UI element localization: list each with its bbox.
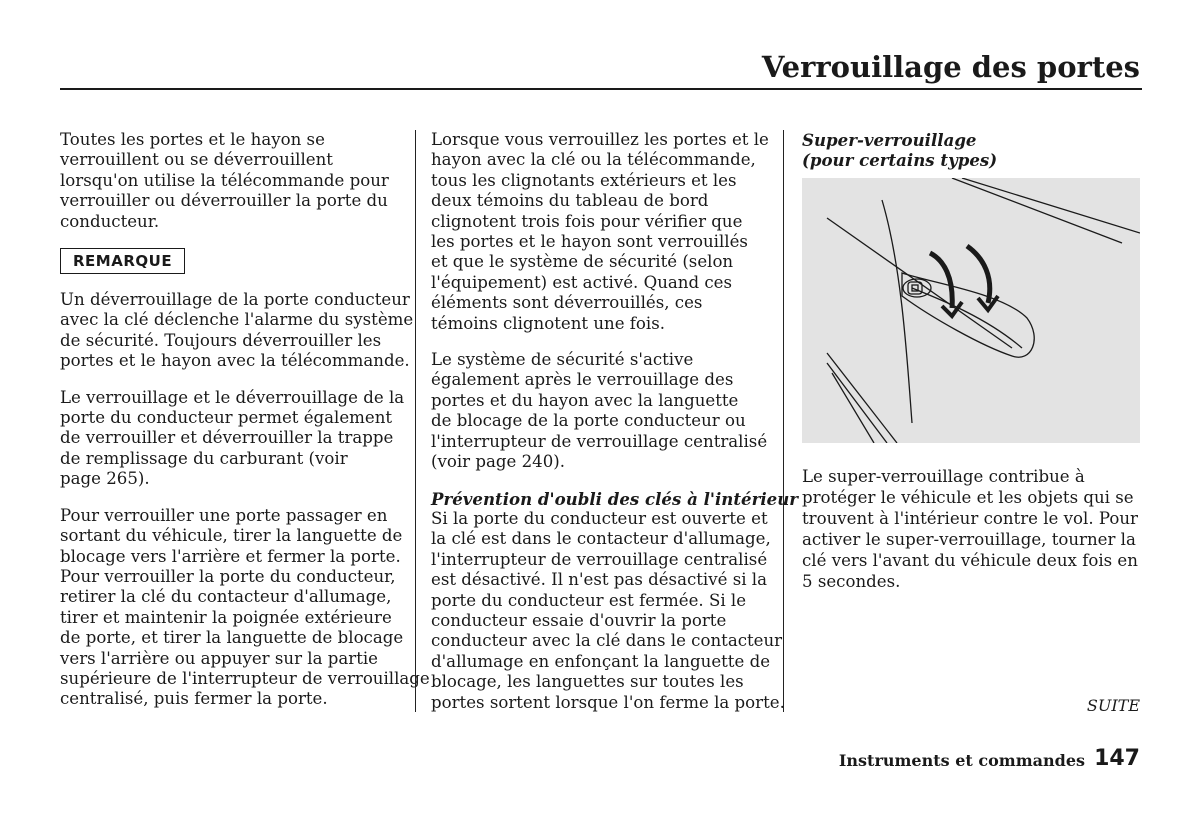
subheading-super-lock: Super-verrouillage	[802, 130, 977, 150]
text-line: hayon avec la clé ou la télécommande,	[431, 150, 756, 170]
text-line: Le système de sécurité s'active	[431, 350, 694, 370]
text-line: témoins clignotent une fois.	[431, 313, 666, 333]
text-line: de porte, et tirer la languette de blocage	[60, 628, 404, 648]
column-2	[431, 130, 798, 729]
title-rule	[60, 88, 1142, 90]
remarque-badge: REMARQUE	[60, 248, 185, 274]
text-line: l'interrupteur de verrouillage centralisé	[431, 549, 768, 569]
text-line: clé vers l'avant du véhicule deux fois en	[802, 551, 1138, 570]
text-line: verrouillent ou se déverrouillent	[60, 150, 333, 170]
text-line: trouvent à l'intérieur contre le vol. Pour	[802, 509, 1138, 528]
text-line: Pour verrouiller la porte du conducteur,	[60, 566, 396, 586]
text-line: conducteur avec la clé dans le contacteur	[431, 631, 783, 651]
text-line: deux témoins du tableau de bord	[431, 191, 709, 211]
text-line: Un déverrouillage de la porte conducteur	[60, 290, 410, 310]
text-line: conducteur essaie d'ouvrir la porte	[431, 610, 727, 630]
text-line: d'allumage en enfonçant la languette de	[431, 651, 771, 671]
text-line: de verrouiller et déverrouiller la trappe	[60, 428, 394, 448]
paragraph-fuel-door	[60, 387, 405, 490]
text-line: blocage vers l'arrière et fermer la porte.	[60, 546, 401, 566]
text-line: page 265).	[60, 469, 150, 489]
text-line: l'équipement) est activé. Quand ces	[431, 272, 732, 292]
text-line: Lorsque vous verrouillez les portes et le	[431, 130, 769, 149]
text-line: blocage, les languettes sur toutes les	[431, 672, 744, 692]
text-line: les portes et le hayon sont verrouillés	[431, 232, 748, 252]
text-line: retirer la clé du contacteur d'allumage,	[60, 587, 392, 607]
column-3	[802, 130, 1140, 171]
page-number: 147	[1094, 746, 1140, 771]
text-line: supérieure de l'interrupteur de verrouillage	[60, 668, 430, 688]
text-line: portes et du hayon avec la languette	[431, 390, 739, 410]
text-line: de remplissage du carburant (voir	[60, 448, 348, 468]
text-line: la clé est dans le contacteur d'allumage,	[431, 529, 771, 549]
paragraph-super-lock	[802, 466, 1140, 592]
text-line: clignotent trois fois pour vérifier que	[431, 211, 743, 231]
text-line: est désactivé. Il n'est pas désactivé si la	[431, 570, 767, 590]
text-line: Le super-verrouillage contribue à	[802, 467, 1085, 486]
column-divider	[415, 130, 416, 712]
paragraph-indicators	[431, 130, 769, 334]
text-line: portes et le hayon avec la télécommande.	[60, 351, 410, 371]
text-line: lorsqu'on utilise la télécommande pour	[60, 170, 389, 190]
page-title: Verrouillage des portes	[761, 50, 1140, 84]
text-line: porte du conducteur permet également	[60, 408, 393, 428]
column-1	[60, 130, 430, 726]
text-line: tous les clignotants extérieurs et les	[431, 170, 737, 190]
text-line: et que le système de sécurité (selon	[431, 252, 734, 272]
continued-label: SUITE	[1086, 696, 1140, 715]
text-line: activer le super-verrouillage, tourner la	[802, 530, 1136, 549]
text-line: éléments sont déverrouillés, ces	[431, 293, 703, 313]
door-key-diagram	[802, 178, 1140, 443]
text-line: Pour verrouiller une porte passager en	[60, 505, 388, 525]
text-line: avec la clé déclenche l'alarme du système	[60, 310, 414, 330]
subheading-key-lockout: Prévention d'oubli des clés à l'intérieur	[431, 488, 798, 509]
text-line: verrouiller ou déverrouiller la porte du	[60, 191, 388, 211]
text-line: tirer et maintenir la poignée extérieure	[60, 607, 392, 627]
text-line: sortant du véhicule, tirer la languette de	[60, 526, 403, 546]
footer-section-name: Instruments et commandes	[838, 751, 1085, 770]
text-line: centralisé, puis fermer la porte.	[60, 689, 328, 709]
text-line: protéger le véhicule et les objets qui se	[802, 488, 1134, 507]
subheading-super-lock-types: (pour certains types)	[802, 150, 998, 171]
text-line: l'interrupteur de verrouillage centralisé	[431, 431, 768, 451]
paragraph-remarque	[60, 290, 414, 372]
text-line: (voir page 240).	[431, 452, 566, 472]
paragraph-lock-passenger	[60, 505, 430, 710]
paragraph-security-system	[431, 350, 769, 472]
text-line: Si la porte du conducteur est ouverte et	[431, 508, 768, 528]
text-line: portes sortent lorsque l'on ferme la porte.	[431, 692, 785, 712]
text-line: Toutes les portes et le hayon se	[60, 130, 325, 149]
text-line: également après le verrouillage des	[431, 370, 734, 390]
text-line: 5 secondes.	[802, 572, 901, 591]
text-line: conducteur.	[60, 211, 160, 231]
text-line: vers l'arrière ou appuyer sur la partie	[60, 648, 379, 668]
text-line: Le verrouillage et le déverrouillage de la	[60, 387, 405, 407]
text-line: porte du conducteur est fermée. Si le	[431, 590, 747, 610]
door-handle-key-illustration	[802, 178, 1140, 443]
paragraph-key-lockout	[431, 488, 798, 713]
paragraph-intro	[60, 130, 402, 232]
text-line: de blocage de la porte conducteur ou	[431, 411, 746, 431]
text-line: de sécurité. Toujours déverrouiller les	[60, 330, 382, 350]
column-divider	[783, 130, 784, 712]
